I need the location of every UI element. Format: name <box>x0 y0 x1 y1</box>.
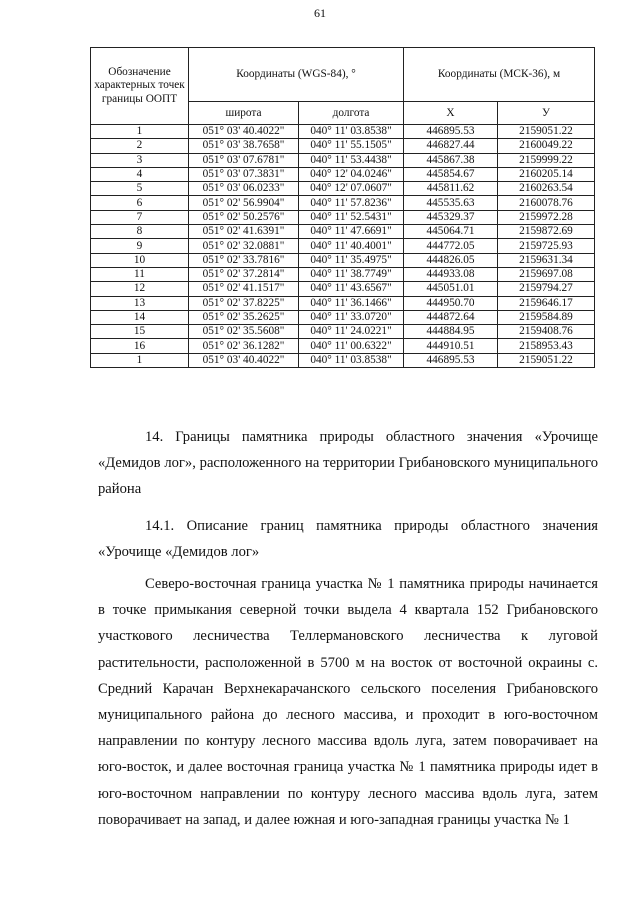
longitude-cell: 040° 11' 52.5431" <box>299 210 404 224</box>
longitude-cell: 040° 11' 43.6567" <box>299 282 404 296</box>
latitude-cell: 051° 03' 38.7658" <box>189 139 299 153</box>
y-cell: 2159697.08 <box>498 267 595 281</box>
header-longitude: долгота <box>299 102 404 125</box>
latitude-cell: 051° 02' 32.0881" <box>189 239 299 253</box>
table-row <box>91 310 595 324</box>
description-paragraph: Северо-восточная граница участка № 1 памятника природы начинается в точке примыкания северной точки выдела 4 квартала 152 Грибановского участкового лесничества Теллермановского лесничества к луговой растительности, расположенной в 5700 м на восток от восточной окраины с. Средний Карачан Верхнекарачанского сельского поселения Грибановского муниципального района до лесного массива, и проходит в юго-восточном направлении по контуру лесного массива вдоль луга, затем поворачивает на юго-восток, и далее восточная граница участка № 1 памятника природы идет в юго-восточном направлении по контуру лесного массива вдоль луга, затем поворачивает на запад, и далее южная и юго-западная границы участка № 1 <box>98 576 598 828</box>
latitude-cell: 051° 02' 35.5608" <box>189 325 299 339</box>
latitude-cell: 051° 02' 36.1282" <box>189 339 299 353</box>
y-cell: 2159051.22 <box>498 125 595 139</box>
point-number-cell: 5 <box>91 182 189 196</box>
y-cell: 2159972.28 <box>498 210 595 224</box>
table-row <box>91 139 595 153</box>
y-cell: 2160078.76 <box>498 196 595 210</box>
longitude-cell: 040° 11' 36.1466" <box>299 296 404 310</box>
x-cell: 446827.44 <box>404 139 498 153</box>
latitude-cell: 051° 02' 37.2814" <box>189 267 299 281</box>
x-cell: 446895.53 <box>404 125 498 139</box>
longitude-cell: 040° 11' 35.4975" <box>299 253 404 267</box>
latitude-cell: 051° 02' 33.7816" <box>189 253 299 267</box>
longitude-cell: 040° 11' 03.8538" <box>299 353 404 367</box>
latitude-cell: 051° 03' 40.4022" <box>189 353 299 367</box>
latitude-cell: 051° 02' 35.2625" <box>189 310 299 324</box>
y-cell: 2159584.89 <box>498 310 595 324</box>
latitude-cell: 051° 03' 07.3831" <box>189 167 299 181</box>
table-row <box>91 339 595 353</box>
latitude-cell: 051° 02' 50.2576" <box>189 210 299 224</box>
longitude-cell: 040° 11' 53.4438" <box>299 153 404 167</box>
longitude-cell: 040° 11' 03.8538" <box>299 125 404 139</box>
y-cell: 2159051.22 <box>498 353 595 367</box>
point-number-cell: 8 <box>91 225 189 239</box>
body-text <box>98 411 598 833</box>
point-number-cell: 16 <box>91 339 189 353</box>
table-row <box>91 325 595 339</box>
latitude-cell: 051° 02' 41.1517" <box>189 282 299 296</box>
longitude-cell: 040° 11' 38.7749" <box>299 267 404 281</box>
point-number-cell: 7 <box>91 210 189 224</box>
x-cell: 445064.71 <box>404 225 498 239</box>
table-row <box>91 296 595 310</box>
point-number-cell: 13 <box>91 296 189 310</box>
y-cell: 2160049.22 <box>498 139 595 153</box>
table-row <box>91 210 595 224</box>
x-cell: 445811.62 <box>404 182 498 196</box>
longitude-cell: 040° 12' 04.0246" <box>299 167 404 181</box>
longitude-cell: 040° 11' 40.4001" <box>299 239 404 253</box>
y-cell: 2158953.43 <box>498 339 595 353</box>
header-y: У <box>498 102 595 125</box>
x-cell: 444772.05 <box>404 239 498 253</box>
x-cell: 445854.67 <box>404 167 498 181</box>
section-heading: 14. Границы памятника природы областного значения «Урочище «Демидов лог», расположенного на территории Грибановского муниципального района <box>98 429 598 498</box>
x-cell: 445535.63 <box>404 196 498 210</box>
latitude-cell: 051° 02' 41.6391" <box>189 225 299 239</box>
x-cell: 446895.53 <box>404 353 498 367</box>
header-msk36: Координаты (МСК-36), м <box>404 48 595 102</box>
header-designation: Обозначение характерных точек границы ООПТ <box>91 48 189 125</box>
longitude-cell: 040° 11' 55.1505" <box>299 139 404 153</box>
y-cell: 2159408.76 <box>498 325 595 339</box>
point-number-cell: 1 <box>91 125 189 139</box>
point-number-cell: 9 <box>91 239 189 253</box>
x-cell: 444933.08 <box>404 267 498 281</box>
point-number-cell: 4 <box>91 167 189 181</box>
table-row <box>91 239 595 253</box>
table-row <box>91 167 595 181</box>
subsection-heading: 14.1. Описание границ памятника природы областного значения «Урочище «Демидов лог» <box>98 517 598 560</box>
x-cell: 445329.37 <box>404 210 498 224</box>
table-row <box>91 153 595 167</box>
longitude-cell: 040° 11' 24.0221" <box>299 325 404 339</box>
point-number-cell: 14 <box>91 310 189 324</box>
latitude-cell: 051° 03' 40.4022" <box>189 125 299 139</box>
point-number-cell: 6 <box>91 196 189 210</box>
header-latitude: широта <box>189 102 299 125</box>
x-cell: 444826.05 <box>404 253 498 267</box>
point-number-cell: 3 <box>91 153 189 167</box>
point-number-cell: 10 <box>91 253 189 267</box>
longitude-cell: 040° 11' 57.8236" <box>299 196 404 210</box>
latitude-cell: 051° 03' 06.0233" <box>189 182 299 196</box>
latitude-cell: 051° 02' 56.9904" <box>189 196 299 210</box>
table-row <box>91 282 595 296</box>
x-cell: 444872.64 <box>404 310 498 324</box>
header-wgs84: Координаты (WGS-84), ° <box>189 48 404 102</box>
y-cell: 2160205.14 <box>498 167 595 181</box>
y-cell: 2159794.27 <box>498 282 595 296</box>
x-cell: 444910.51 <box>404 339 498 353</box>
page-number: 61 <box>314 6 326 20</box>
y-cell: 2160263.54 <box>498 182 595 196</box>
longitude-cell: 040° 11' 00.6322" <box>299 339 404 353</box>
header-x: X <box>404 102 498 125</box>
table-row <box>91 125 595 139</box>
x-cell: 445051.01 <box>404 282 498 296</box>
y-cell: 2159872.69 <box>498 225 595 239</box>
table-row <box>91 267 595 281</box>
longitude-cell: 040° 11' 33.0720" <box>299 310 404 324</box>
x-cell: 444950.70 <box>404 296 498 310</box>
table-row <box>91 353 595 367</box>
point-number-cell: 11 <box>91 267 189 281</box>
coordinates-table-body <box>91 125 595 368</box>
point-number-cell: 2 <box>91 139 189 153</box>
table-row <box>91 225 595 239</box>
table-row <box>91 253 595 267</box>
longitude-cell: 040° 12' 07.0607" <box>299 182 404 196</box>
y-cell: 2159999.22 <box>498 153 595 167</box>
coordinates-table <box>90 47 595 368</box>
point-number-cell: 15 <box>91 325 189 339</box>
latitude-cell: 051° 02' 37.8225" <box>189 296 299 310</box>
point-number-cell: 12 <box>91 282 189 296</box>
y-cell: 2159631.34 <box>498 253 595 267</box>
x-cell: 444884.95 <box>404 325 498 339</box>
point-number-cell: 1 <box>91 353 189 367</box>
longitude-cell: 040° 11' 47.6691" <box>299 225 404 239</box>
table-row <box>91 196 595 210</box>
y-cell: 2159725.93 <box>498 239 595 253</box>
latitude-cell: 051° 03' 07.6781" <box>189 153 299 167</box>
y-cell: 2159646.17 <box>498 296 595 310</box>
x-cell: 445867.38 <box>404 153 498 167</box>
table-row <box>91 182 595 196</box>
